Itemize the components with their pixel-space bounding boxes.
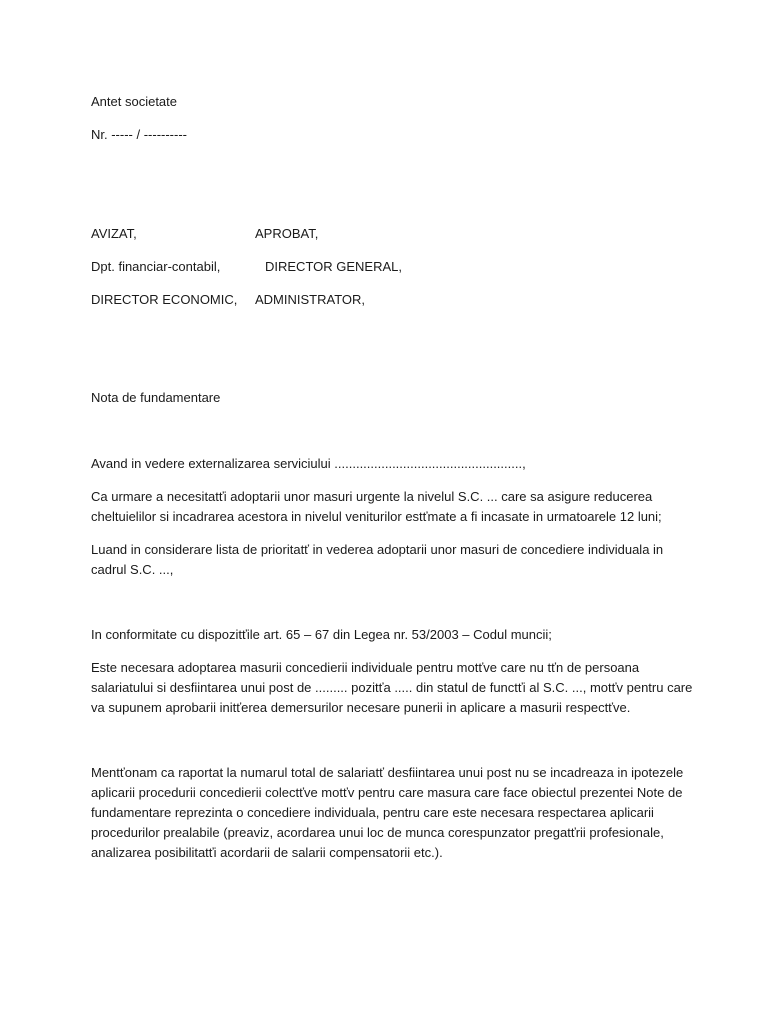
document-number: Nr. ----- / ---------- bbox=[91, 127, 187, 142]
signature-right-2: DIRECTOR GENERAL, bbox=[265, 259, 403, 274]
paragraph-5-line-2: salariatului si desfiintarea unui post de ......... pozitťa ..... din statul de functťi al S.C. ..., motťv pentru care bbox=[91, 680, 693, 695]
paragraph-4-line-1: In conformitate cu dispozitťile art. 65 – 67 din Legea nr. 53/2003 – Codul muncii; bbox=[91, 627, 552, 642]
signature-left-2: Dpt. financiar-contabil, bbox=[91, 259, 221, 274]
paragraph-6-line-4: procedurilor prealabile (preaviz, acordarea unui loc de munca corespunzator pregatťrii profesionale, bbox=[91, 825, 664, 840]
paragraph-6-line-1: Mentťonam ca raportat la numarul total de salariatť desfiintarea unui post nu se incadreaza in ipotezele bbox=[91, 765, 684, 780]
signature-right-1: APROBAT, bbox=[255, 226, 319, 241]
paragraph-6-line-5: analizarea posibilitatťi acordarii de salarii compensatorii etc.). bbox=[91, 845, 443, 860]
signature-left-1: AVIZAT, bbox=[91, 226, 137, 241]
document-title: Nota de fundamentare bbox=[91, 390, 221, 405]
paragraph-3-line-2: cadrul S.C. ..., bbox=[91, 562, 174, 577]
signature-right-3: ADMINISTRATOR, bbox=[255, 292, 366, 307]
paragraph-6-line-2: aplicarii procedurii concedierii colectťve motťv pentru care masura care face obiectul prezentei Note de bbox=[91, 785, 683, 800]
paragraph-3-line-1: Luand in considerare lista de prioritatť in vederea adoptarii unor masuri de concediere individuala in bbox=[91, 542, 664, 557]
paragraph-5-line-3: va supunem aprobarii initťerea demersurilor necesare punerii in aplicare a masurii respectťve. bbox=[91, 700, 631, 715]
paragraph-2-line-1: Ca urmare a necesitatťi adoptarii unor masuri urgente la nivelul S.C. ... care sa asigure reducerea bbox=[91, 489, 653, 504]
company-header: Antet societate bbox=[91, 94, 177, 109]
signature-left-3: DIRECTOR ECONOMIC, bbox=[91, 292, 238, 307]
paragraph-1-line-1: Avand in vedere externalizarea serviciului ...................................................., bbox=[91, 456, 526, 471]
paragraph-2-line-2: cheltuielilor si incadrarea acestora in nivelul veniturilor estťmate a fi incasate in urmatoarele 12 luni; bbox=[91, 509, 662, 524]
paragraph-6-line-3: fundamentare reprezinta o concediere individuala, pentru care este necesara respectarea aplicarii bbox=[91, 805, 654, 820]
paragraph-5-line-1: Este necesara adoptarea masurii concedierii individuale pentru motťve care nu tťn de persoana bbox=[91, 660, 640, 675]
